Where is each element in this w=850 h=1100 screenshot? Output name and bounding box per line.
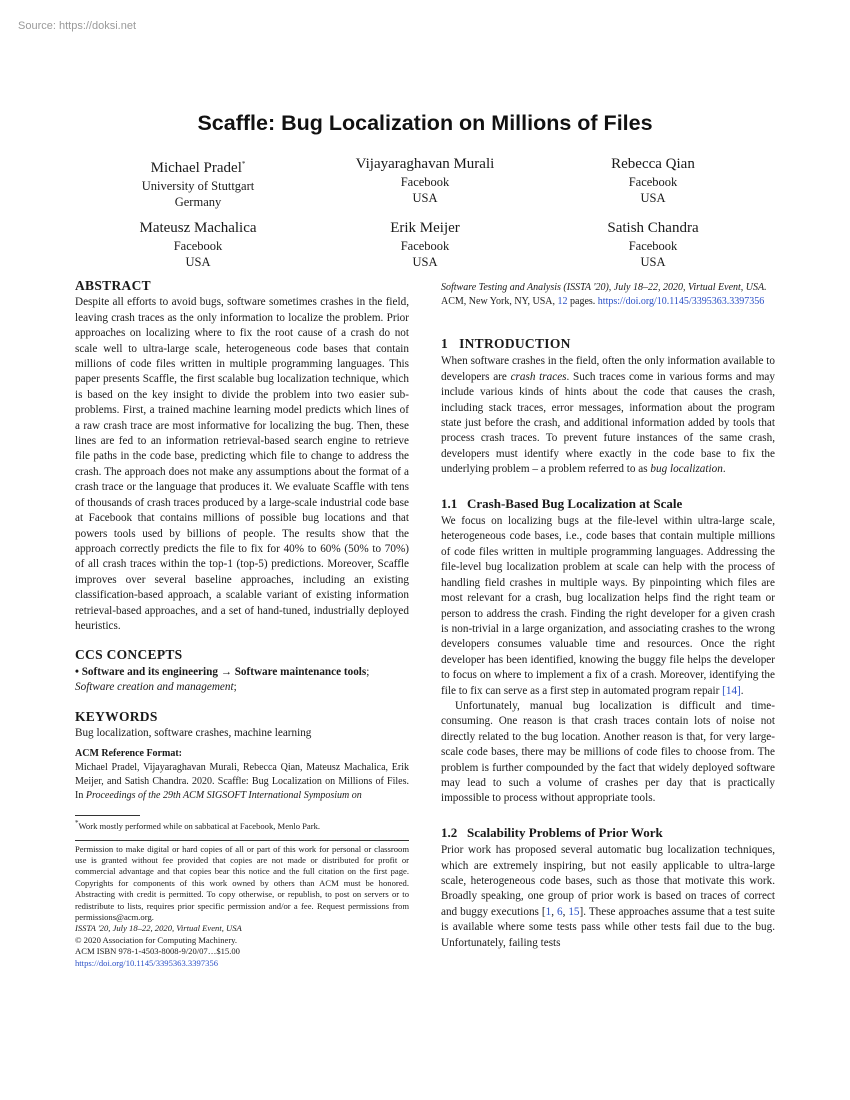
author-name: Rebecca Qian [611,156,695,172]
section-1-1-paragraph-2: Unfortunately, manual bug localization is difficult and time-consuming. One reason is that crash traces contain lots of noise not directly related to the bug location. Another reason is that, for very large-scale code bases, there may be millions of code files to choose from. The problem is further compounded by the fact that widely deployed software may lead to such a volume of crashes per day that is practically impossible to process without appropriate tools. [441,699,775,805]
acm-ref-pages-label: pages. [567,296,598,307]
text-run: When software crashes in the field, often the only information available to developers are [441,355,775,383]
author-block [543,218,763,270]
author-name: Michael Pradel [150,160,242,176]
ccs-heading: CCS CONCEPTS [75,647,183,663]
section-1-1-heading: 1.1 Crash-Based Bug Localization at Scale [441,495,683,511]
section-1-2-paragraph: Prior work has proposed several automatic bug localization techniques, which are extremely inspiring, but not easily applicable to ultra-large scale, heterogeneous code bases, such as those that motivate this work. Broadly speaking, one group of prior work is based on traces of correct and buggy executions [1, 6, 15]. These approaches assume that a test suite is available where some tests pass while other tests fail due to the bug. Unfortunately, failing tests [441,844,775,949]
acm-ref-publisher: ACM, New York, NY, USA, [441,296,558,307]
author-block [88,154,308,210]
author-name: Vijayaraghavan Murali [355,156,495,172]
text-run: . [740,684,744,697]
footnote [75,818,409,832]
section-1-2-heading: 1.2 Scalability Problems of Prior Work [441,824,663,840]
author-country: Germany [174,195,222,209]
author-block [543,154,763,206]
acm-ref-continuation [441,281,775,309]
citation-link[interactable]: 6 [556,905,563,918]
ccs-secondary-concept: Software creation and management [75,681,234,694]
text-run: . These approaches assume that a test suite is available where some tests pass while other tests fail due to the bug. Unfortunately, failing tests [441,905,775,949]
abstract-text: Despite all efforts to avoid bugs, software sometimes crashes in the field, leaving crash traces as the only information to localize the problem. Prior approaches on localizing where to fix the root cause of a crash do not scale well to ultra-large scale, heterogeneous code bases that contain millions of code files written in multiple programming languages. This paper presents Scaffle, the first scalable bug localization technique, which is based on the key insight to divide the problem into two easier sub-problems. First, a trained machine learning model predicts which lines of a raw crash trace are most informative for localizing the bug. Then, these lines are fed to an information retrieval-based search engine to retrieve file paths in the code base, predicting which file to change to address the crash. The approach does not make any assumptions about the format of a crash trace or the language that produces it. We evaluate Scaffle with tens of thousands of crash traces produced by a large-scale industrial code base at Facebook that contains millions of possible bug locations and that powers tools used by billions of people. The results show that the approach correctly predicts the file to fix for 40% to 60% (50% to 70%) of all crash traces within the top-1 (top-5) predictions. Moreover, Scaffle improves over several baseline approaches, including an existing classification-based approach, a scalable variant of existing information retrieval-based approaches, and a set of hand-tuned, industrially deployed heuristics. [75,296,409,632]
author-block [315,154,535,206]
citation-link[interactable]: 1 [545,905,552,918]
permission-rule [75,840,409,841]
citation-link[interactable]: [14] [722,684,741,697]
author-affiliation: Facebook [173,239,223,253]
author-country: USA [640,191,666,205]
author-affiliation: Facebook [628,239,678,253]
acm-ref-heading: ACM Reference Format: [75,748,182,760]
acm-ref-pages[interactable]: 12 [557,296,568,307]
text-run: . Such traces come in various forms and may include various kinds of hints about the code that causes the crash, including stack traces, error messages, information about the program state just before the crash, and additional information added by tools that process crash traces. To prevent future instances of the same crash, developers must identify where exactly in the code base to fix the underlying problem – a problem referred to as [441,370,775,476]
acm-ref-venue-start: Proceedings of the 29th ACM SIGSOFT International Symposium on [85,790,362,802]
intro-paragraph [441,354,775,477]
section-1-1-paragraph-1 [441,514,775,699]
footnote-text: Work mostly performed while on sabbatical at Facebook, Menlo Park. [78,821,321,832]
text-run: Prior work has proposed several automatic bug localization techniques, which are extremely inspiring, but not easily applicable to ultra-large scale, heterogeneous code bases, such as those that motivate this work. Broadly speaking, one group of prior work is based on traces of correct and buggy executions [441,844,775,918]
source-watermark: Source: https://doksi.net [18,20,137,32]
author-affiliation: University of Stuttgart [141,179,255,193]
permission-venue: ISSTA '20, July 18–22, 2020, Virtual Event, USA [75,923,242,934]
footnote-mark: * [75,819,79,828]
intro-heading: 1 INTRODUCTION [441,336,571,351]
keywords-text: Bug localization, software crashes, machine learning [75,726,312,739]
author-affiliation: Facebook [400,175,450,189]
left-column [75,278,409,969]
keywords-heading: KEYWORDS [75,708,158,724]
emphasis: crash traces [510,370,567,383]
permission-isbn: ACM ISBN 978-1-4503-8008-9/20/07…$15.00 [75,946,240,957]
acm-ref-text: Michael Pradel, Vijayaraghavan Murali, Rebecca Qian, Mateusz Machalica, Erik Meijer, and Satish Chandra. 2020. Scaffle: Bug Localization on Millions of Files. In [75,762,409,802]
text-run: . [722,463,726,476]
author-country: USA [412,191,438,205]
footnote-mark: * [241,160,246,168]
author-country: USA [412,255,438,269]
acm-ref-doi-link[interactable]: https://doi.org/10.1145/3395363.3397356 [597,296,765,307]
author-block [315,218,535,270]
citation-link[interactable]: 15 [568,905,580,918]
author-country: USA [185,255,211,269]
permission-doi-link[interactable]: https://doi.org/10.1145/3395363.3397356 [75,957,218,968]
acm-ref-venue-end: Software Testing and Analysis (ISSTA '20), July 18–22, 2020, Virtual Event, USA. [441,282,767,293]
author-affiliation: Facebook [400,239,450,253]
ccs-primary-concept: • Software and its engineering → Software maintenance tools [75,665,367,678]
author-name: Erik Meijer [390,220,460,236]
right-column [441,281,775,951]
author-name: Mateusz Machalica [139,220,257,236]
permission-block [75,844,409,969]
author-affiliation: Facebook [628,175,678,189]
ccs-end: ; [233,681,237,694]
emphasis: bug localization [650,463,723,476]
abstract-heading: ABSTRACT [75,278,151,293]
ccs-separator: ; [366,665,370,678]
permission-text: Permission to make digital or hard copies of all or part of this work for personal or classroom use is granted without fee provided that copies are not made or distributed for profit or commercial advantage and that copies bear this notice and the full citation on the first page. Copyrights for components of this work owned by others than ACM must be honored. Abstracting with credit is permitted. To copy otherwise, or republish, to post on servers or to redistribute to lists, requires prior specific permission and/or a fee. Request permissions from permissions@acm.org. [75,843,409,923]
author-name: Satish Chandra [607,220,699,236]
author-country: USA [640,255,666,269]
footnote-rule [75,815,140,816]
acm-reference [75,747,409,803]
author-block [88,218,308,270]
permission-copyright: © 2020 Association for Computing Machinery. [75,934,238,945]
text-run: We focus on localizing bugs at the file-level within ultra-large scale, heterogeneous code bases, i.e., code bases that contain multiple millions of code files written in multiple programming languages. Addressing the file-level bug localization problem at scale can help with the process of handling field crashes in multiple ways. By pinpointing which files are most relevant for a crash, bug localization helps find the right team or person to address the crash. Finding the right developer for a given crash is non-trivial in a large organization, and associating crashes to the wrong developers consumes valuable time and resources. Once the right developer has been identified, knowing the buggy file helps the developer to focus on where to implement a fix of a crash. Moreover, identifying the file to fix can serve as a first step in automated program repair [441,515,775,697]
ccs-concepts [75,665,409,696]
paper-title: Scaffle: Bug Localization on Millions of Files [197,111,653,135]
